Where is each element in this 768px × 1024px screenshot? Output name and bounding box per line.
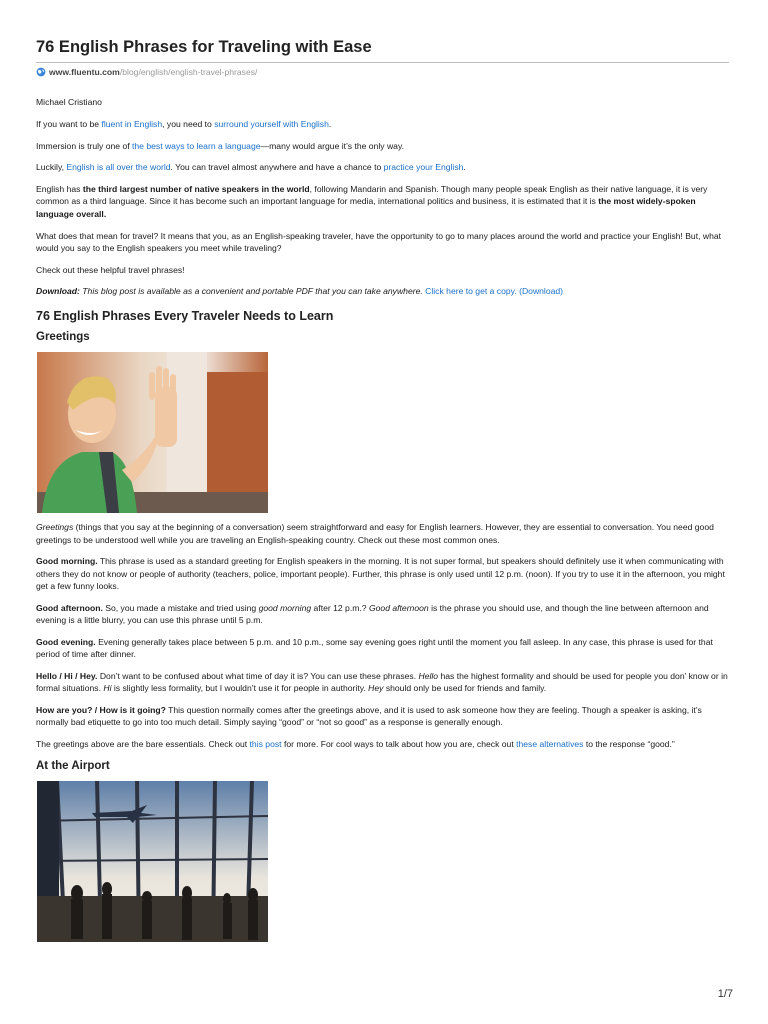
hello-entry: Hello / Hi / Hey. Don’t want to be confused about what time of day it is? You can use these phrases. Hello has the highest formality and should be used for people you don’ know or in formal situations. Hi is slightly less formality, but I wouldn’t use it for people in authority. Hey should only be used for friends and family. [36,671,728,694]
how-are-you-entry: How are you? / How is it going? This question normally comes after the greetings above, and it is used to ask someone how they are feeling. Though a speaker is asking, it’s normally bad etiquette to go into too much detail. Simply saying “good” or “not so good” as a response is generally enough. [36,705,702,728]
link-practice-english[interactable]: practice your English [383,162,464,173]
link-english-all-over[interactable]: English is all over the world [66,162,171,173]
good-morning-entry: Good morning. This phrase is used as a standard greeting for English speakers in the morning. It is not super formal, but speakers should definitely use it when communicating with others they do not know or people of authority (teachers, police, important people). Further, this phrase is only used until 12 p.m. (noon). If you try to use it in the afternoon, you might get a few funny looks. [36,556,725,592]
title-divider [36,62,729,63]
intro-paragraph-2: Immersion is truly one of the best ways to learn a language—many would argue it’s the only way. [36,140,404,151]
intro-paragraph-6: Check out these helpful travel phrases! [36,264,185,275]
greetings-intro: Greetings (things that you say at the beginning of a conversation) seem straightforward and easy for English learners. However, they are essential to conversation. You need good greetings to be understood well while you are traveling an English-speaking country. Check out these most common ones. [36,522,714,545]
link-these-alternatives[interactable]: these alternatives [516,739,584,750]
good-evening-entry: Good evening. Evening generally takes place between 5 p.m. and 10 p.m., some say evening goes right until the moment you fall asleep. In any case, this phrase is used for that period of time after dinner. [36,636,713,660]
author-name: Michael Cristiano [36,97,102,107]
greetings-closing: The greetings above are the bare essentials. Check out this post for more. For cool ways to talk about how you are, check out these alternatives to the response “good.” [36,739,675,750]
download-link[interactable]: Click here to get a copy. (Download) [425,286,564,297]
source-path: /blog/english/english-travel-phrases/ [119,67,258,77]
globe-icon [36,67,46,77]
intro-paragraph-3: Luckily, English is all over the world. You can travel almost anywhere and have a chance to practice your English. [36,162,466,173]
greetings-heading: Greetings [36,331,90,344]
link-fluent-in-english[interactable]: fluent in English [101,118,163,129]
source-domain: www.fluentu.com [49,67,120,77]
source-url[interactable] [36,67,257,77]
section-heading: 76 English Phrases Every Traveler Needs to Learn [36,308,334,323]
page-number: 1/7 [717,988,733,1000]
airport-photo [37,781,268,942]
intro-paragraph-4: English has the third largest number of native speakers in the world, following Mandarin and Spanish. Though many people speak English as their native language, it is very common as a third language. Since it has become such an important language for media, international politics and business, it is estimated that it is the most widely-spoken language overall. [36,184,708,219]
article-title: 76 English Phrases for Traveling with Ease [36,38,372,56]
greeting-boy-photo [37,352,268,513]
link-surround-yourself[interactable]: surround yourself with English [214,118,329,129]
article-body [36,96,734,950]
download-note: Download: This blog post is available as a convenient and portable PDF that you can take anywhere. Click here to get a copy. (Download) [36,286,564,297]
link-best-ways[interactable]: the best ways to learn a language [132,140,261,151]
good-afternoon-entry: Good afternoon. So, you made a mistake and tried using good morning after 12 p.m.? Good afternoon is the phrase you should use, and though the line between afternoon and evening is a little blurry, you can use this phrase until 5 p.m. [36,602,709,626]
intro-paragraph-1: If you want to be fluent in English, you need to surround yourself with English. [36,118,332,129]
link-this-post[interactable]: this post [249,739,282,750]
intro-paragraph-5: What does that mean for travel? It means that you, as an English-speaking traveler, have the opportunity to go to many places around the world and practice your English! But, what would you say to the English speakers you meet while traveling? [36,230,722,253]
airport-heading: At the Airport [36,760,110,773]
